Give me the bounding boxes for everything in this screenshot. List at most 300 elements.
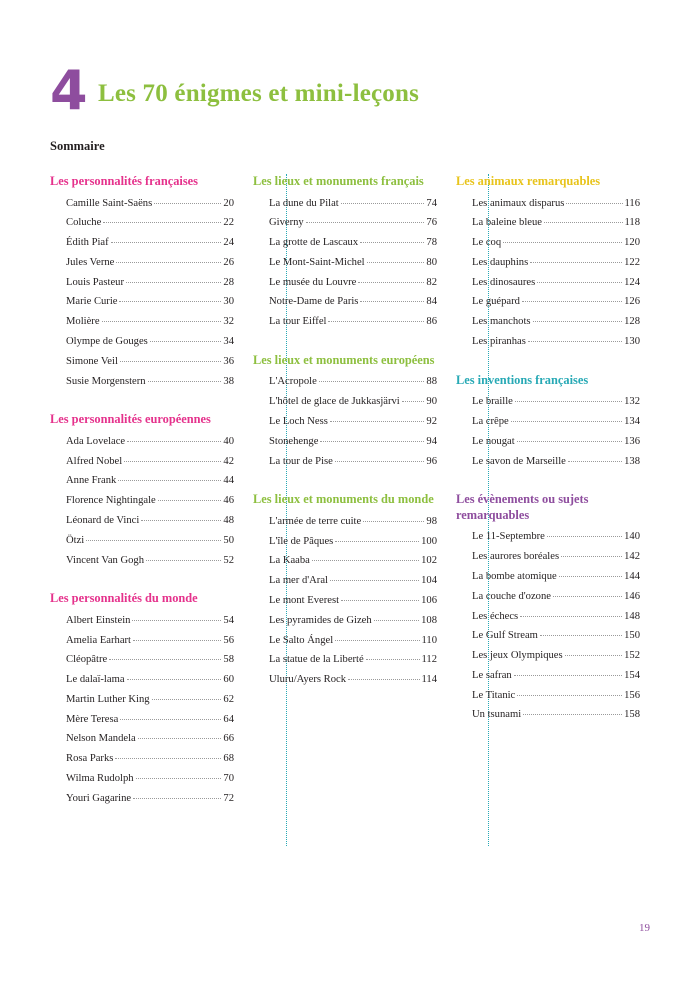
toc-leader-dots xyxy=(335,541,419,542)
toc-entry-page: 102 xyxy=(421,555,437,567)
toc-entry-label: Les animaux disparus xyxy=(472,197,565,209)
toc-section xyxy=(50,591,234,804)
toc-leader-dots xyxy=(335,461,425,462)
toc-leader-dots xyxy=(544,222,623,223)
toc-entry[interactable] xyxy=(456,317,640,328)
toc-leader-dots xyxy=(520,616,622,617)
toc-entry-page: 70 xyxy=(223,773,234,785)
toc-entry-page: 68 xyxy=(223,753,234,765)
toc-entry-page: 130 xyxy=(624,335,640,347)
toc-entry-label: L'hôtel de glace de Jukkasjärvi xyxy=(269,396,400,408)
toc-entry-label: Louis Pasteur xyxy=(66,276,124,288)
toc-entry-label: Marie Curie xyxy=(66,296,118,308)
toc-entry-label: La Kaaba xyxy=(269,555,310,567)
toc-entry-page: 44 xyxy=(223,475,234,487)
toc-entry-page: 46 xyxy=(223,495,234,507)
toc-entry-label: La crêpe xyxy=(472,416,509,428)
toc-entry[interactable] xyxy=(253,596,437,607)
toc-section-title: Les lieux et monuments du monde xyxy=(253,492,434,507)
toc-leader-dots xyxy=(533,321,623,322)
toc-entry-label: La dune du Pilat xyxy=(269,197,339,209)
toc-entry-label: Le guépard xyxy=(472,296,520,308)
toc-section xyxy=(456,373,640,467)
toc-entry-label: Giverny xyxy=(269,217,304,229)
toc-entry-label: Le mont Everest xyxy=(269,595,340,606)
toc-section-title: Les lieux et monuments européens xyxy=(253,352,435,367)
toc-entry[interactable] xyxy=(253,517,437,528)
toc-entry-page: 48 xyxy=(223,514,234,526)
toc-entry[interactable] xyxy=(456,592,640,603)
toc-entry-page: 134 xyxy=(624,416,640,428)
toc-leader-dots xyxy=(358,282,424,283)
toc-leader-dots xyxy=(119,301,221,302)
toc-entry-page: 84 xyxy=(426,296,437,308)
toc-entry-label: Susie Morgenstern xyxy=(66,375,146,387)
toc-entry-page: 66 xyxy=(223,733,234,745)
toc-leader-dots xyxy=(132,620,221,621)
toc-entry-page: 42 xyxy=(223,455,234,467)
toc-entry-page: 62 xyxy=(223,693,234,705)
toc-entry-page: 90 xyxy=(426,396,437,408)
toc-entry-page: 148 xyxy=(624,610,640,622)
toc-entry-label: Le braille xyxy=(472,396,513,408)
toc-leader-dots xyxy=(136,778,222,779)
toc-entry[interactable] xyxy=(50,536,234,547)
toc-entry-label: Le Mont-Saint-Michel xyxy=(269,256,365,268)
toc-entry-label: Le safran xyxy=(472,669,512,681)
toc-entry-page: 40 xyxy=(223,435,234,447)
toc-entry[interactable] xyxy=(456,278,640,289)
toc-leader-dots xyxy=(561,556,622,557)
toc-entry-page: 152 xyxy=(624,650,640,662)
toc-entry-label: Nelson Mandela xyxy=(66,733,136,745)
section-spacer xyxy=(50,396,234,412)
toc-entry[interactable] xyxy=(456,572,640,583)
toc-entry-label: L'île de Pâques xyxy=(269,535,334,547)
toc-entry[interactable] xyxy=(50,754,234,765)
toc-entry-page: 114 xyxy=(421,674,437,686)
toc-entry-page: 34 xyxy=(223,335,234,347)
toc-entry[interactable] xyxy=(456,671,640,682)
toc-leader-dots xyxy=(530,262,622,263)
toc-entry[interactable] xyxy=(456,417,640,428)
toc-leader-dots xyxy=(150,341,222,342)
toc-leader-dots xyxy=(103,222,221,223)
toc-entry-label: La couche d'ozone xyxy=(472,590,551,602)
toc-leader-dots xyxy=(559,576,622,577)
toc-entry-page: 22 xyxy=(223,217,234,229)
toc-entry[interactable] xyxy=(253,556,437,567)
toc-entry-label: Les dinosaures xyxy=(472,276,536,288)
toc-entry-label: Les pyramides de Gizeh xyxy=(269,614,372,626)
toc-entry-page: 54 xyxy=(223,614,234,626)
toc-entry[interactable] xyxy=(253,278,437,289)
toc-leader-dots xyxy=(148,381,222,382)
toc-entry-page: 64 xyxy=(223,713,234,725)
toc-section-title: Les inventions françaises xyxy=(456,372,589,387)
toc-entry[interactable] xyxy=(50,199,234,210)
toc-entry[interactable] xyxy=(253,636,437,647)
toc-entry[interactable] xyxy=(50,357,234,368)
toc-entry-page: 76 xyxy=(426,217,437,229)
toc-section xyxy=(253,174,437,328)
toc-leader-dots xyxy=(515,401,622,402)
toc-entry[interactable] xyxy=(50,675,234,686)
toc-entry-label: La statue de la Liberté xyxy=(269,654,364,666)
toc-entry[interactable] xyxy=(253,576,437,587)
toc-entry-page: 80 xyxy=(426,256,437,268)
toc-section-title: Les personnalités françaises xyxy=(50,174,198,188)
toc-column-2 xyxy=(253,174,437,846)
toc-entry-label: La tour de Pise xyxy=(269,455,333,467)
toc-entry-label: La grotte de Lascaux xyxy=(269,237,359,249)
toc-entry[interactable] xyxy=(253,397,437,408)
toc-entry[interactable] xyxy=(50,695,234,706)
section-spacer xyxy=(50,575,234,591)
toc-entry-page: 50 xyxy=(223,534,234,546)
toc-section xyxy=(456,492,640,721)
toc-entry[interactable] xyxy=(50,636,234,647)
toc-entry[interactable] xyxy=(50,794,234,805)
toc-entry[interactable] xyxy=(253,616,437,627)
toc-entry[interactable] xyxy=(253,437,437,448)
toc-entry-label: Notre-Dame de Paris xyxy=(269,296,359,308)
toc-leader-dots xyxy=(566,203,622,204)
toc-leader-dots xyxy=(306,222,425,223)
toc-section-title: Les évènements ou sujets remarquables xyxy=(456,492,589,522)
toc-entry[interactable] xyxy=(253,655,437,666)
toc-entry-label: Le Salto Ángel xyxy=(269,634,334,646)
toc-entry[interactable] xyxy=(456,532,640,543)
toc-entry-page: 100 xyxy=(421,535,437,547)
toc-entry[interactable] xyxy=(253,297,437,308)
toc-entry-label: Uluru/Ayers Rock xyxy=(269,674,346,686)
section-spacer xyxy=(456,476,640,492)
toc-entry-page: 144 xyxy=(624,570,640,582)
toc-entry-label: Le dalaï-lama xyxy=(66,674,125,686)
toc-entry[interactable] xyxy=(50,496,234,507)
toc-leader-dots xyxy=(523,714,622,715)
toc-entry[interactable] xyxy=(456,612,640,623)
toc-entry-page: 72 xyxy=(223,792,234,804)
toc-entry-label: Anne Frank xyxy=(66,475,117,487)
toc-entry-label: Les aurores boréales xyxy=(472,551,560,563)
toc-leader-dots xyxy=(330,421,425,422)
toc-section xyxy=(50,412,234,566)
toc-entry-label: Léonard de Vinci xyxy=(66,514,140,526)
toc-leader-dots xyxy=(335,640,419,641)
toc-entry[interactable] xyxy=(456,199,640,210)
toc-entry[interactable] xyxy=(456,337,640,348)
toc-section-title: Les personnalités européennes xyxy=(50,412,211,427)
toc-entry[interactable] xyxy=(50,655,234,666)
chapter-number: 4 xyxy=(50,59,87,122)
toc-entry-page: 108 xyxy=(421,614,437,626)
toc-entry-label: Les manchots xyxy=(472,316,531,328)
toc-entry-label: Alfred Nobel xyxy=(66,455,123,467)
toc-entry-label: Cléopâtre xyxy=(66,654,108,666)
section-spacer xyxy=(253,337,437,353)
toc-entry[interactable] xyxy=(253,199,437,210)
toc-entry-page: 78 xyxy=(426,237,437,249)
toc-entry[interactable] xyxy=(50,715,234,726)
toc-entry[interactable] xyxy=(50,218,234,229)
toc-leader-dots xyxy=(127,441,221,442)
toc-leader-dots xyxy=(111,242,222,243)
toc-entry-label: Wilma Rudolph xyxy=(66,773,134,785)
toc-entry[interactable] xyxy=(456,631,640,642)
toc-entry-label: Coluche xyxy=(66,217,102,229)
toc-entry-label: Camille Saint-Saëns xyxy=(66,197,153,209)
toc-entry-page: 120 xyxy=(624,237,640,249)
toc-entry-label: Le musée du Louvre xyxy=(269,276,357,288)
toc-entry[interactable] xyxy=(50,734,234,745)
toc-entry-label: Le coq xyxy=(472,237,502,249)
toc-entry-page: 154 xyxy=(624,669,640,681)
toc-entry-page: 110 xyxy=(421,634,437,646)
toc-leader-dots xyxy=(348,679,420,680)
page-number: 19 xyxy=(639,922,650,934)
toc-entry-label: Le 11-Septembre xyxy=(472,531,545,543)
toc-leader-dots xyxy=(367,262,425,263)
toc-entry-page: 128 xyxy=(624,316,640,328)
toc-entry-label: Florence Nightingale xyxy=(66,495,156,507)
toc-section-title: Les animaux remarquables xyxy=(456,174,601,188)
toc-leader-dots xyxy=(360,242,424,243)
toc-entry-label: Le nougat xyxy=(472,435,515,447)
toc-entry-page: 82 xyxy=(426,276,437,288)
toc-leader-dots xyxy=(363,521,424,522)
toc-entry-label: La tour Eiffel xyxy=(269,316,327,328)
toc-entry[interactable] xyxy=(50,516,234,527)
toc-entry[interactable] xyxy=(50,238,234,249)
toc-entry-label: Youri Gagarine xyxy=(66,792,132,804)
toc-entry[interactable] xyxy=(50,774,234,785)
toc-leader-dots xyxy=(146,560,221,561)
toc-entry-label: Martin Luther King xyxy=(66,693,150,705)
toc-section xyxy=(253,492,437,685)
toc-leader-dots xyxy=(374,620,419,621)
toc-entry-label: Vincent Van Gogh xyxy=(66,554,145,566)
toc-leader-dots xyxy=(537,282,622,283)
toc-leader-dots xyxy=(319,381,425,382)
toc-leader-dots xyxy=(118,480,221,481)
toc-entry-page: 60 xyxy=(223,674,234,686)
toc-entry-page: 38 xyxy=(223,375,234,387)
toc-entry[interactable] xyxy=(50,457,234,468)
toc-leader-dots xyxy=(341,203,425,204)
toc-leader-dots xyxy=(126,282,221,283)
toc-entry-page: 136 xyxy=(624,435,640,447)
toc-leader-dots xyxy=(568,461,622,462)
toc-entry-page: 56 xyxy=(223,634,234,646)
toc-entry[interactable] xyxy=(456,552,640,563)
toc-section xyxy=(50,174,234,387)
toc-entry[interactable] xyxy=(456,651,640,662)
toc-leader-dots xyxy=(120,719,221,720)
toc-leader-dots xyxy=(547,536,622,537)
toc-entry-label: Simone Veil xyxy=(66,355,118,367)
toc-leader-dots xyxy=(141,520,221,521)
toc-entry-page: 20 xyxy=(223,197,234,209)
toc-entry-page: 26 xyxy=(223,256,234,268)
toc-entry-label: Les échecs xyxy=(472,610,519,622)
toc-entry-label: Ada Lovelace xyxy=(66,435,126,447)
toc-entry-page: 28 xyxy=(223,276,234,288)
section-spacer xyxy=(456,357,640,373)
toc-section-title: Les personnalités du monde xyxy=(50,591,198,606)
sommaire-heading: Sommaire xyxy=(50,139,105,153)
toc-entry[interactable] xyxy=(50,297,234,308)
toc-entry[interactable] xyxy=(253,457,437,468)
toc-entry-page: 74 xyxy=(426,197,437,209)
toc-entry-label: Édith Piaf xyxy=(66,237,109,249)
toc-column-1 xyxy=(50,174,234,846)
toc-leader-dots xyxy=(154,203,221,204)
toc-entry[interactable] xyxy=(253,238,437,249)
toc-entry[interactable] xyxy=(253,258,437,269)
toc-entry-label: La baleine bleue xyxy=(472,217,542,229)
toc-entry-label: Le Gulf Stream xyxy=(472,630,538,642)
toc-entry[interactable] xyxy=(456,297,640,308)
toc-section-title: Les lieux et monuments français xyxy=(253,174,424,188)
toc-leader-dots xyxy=(514,675,622,676)
toc-entry[interactable] xyxy=(456,218,640,229)
toc-entry[interactable] xyxy=(50,278,234,289)
toc-entry-page: 58 xyxy=(223,654,234,666)
toc-entry-page: 32 xyxy=(223,316,234,328)
toc-entry[interactable] xyxy=(50,616,234,627)
toc-entry-label: Les jeux Olympiques xyxy=(472,650,563,662)
toc-leader-dots xyxy=(320,441,424,442)
toc-leader-dots xyxy=(341,600,419,601)
toc-entry-page: 158 xyxy=(624,709,640,721)
toc-leader-dots xyxy=(360,301,424,302)
toc-leader-dots xyxy=(553,596,622,597)
toc-entry[interactable] xyxy=(456,710,640,721)
toc-leader-dots xyxy=(517,441,622,442)
toc-entry-page: 52 xyxy=(223,554,234,566)
toc-leader-dots xyxy=(152,699,222,700)
toc-entry-page: 140 xyxy=(624,531,640,543)
section-spacer xyxy=(253,476,437,492)
toc-entry[interactable] xyxy=(456,437,640,448)
toc-leader-dots xyxy=(120,361,222,362)
toc-section xyxy=(253,353,437,467)
toc-entry[interactable] xyxy=(253,377,437,388)
toc-entry-page: 112 xyxy=(421,654,437,666)
toc-section xyxy=(456,174,640,348)
toc-entry-page: 122 xyxy=(624,256,640,268)
toc-leader-dots xyxy=(565,655,622,656)
toc-entry-label: Rosa Parks xyxy=(66,753,114,765)
page-header xyxy=(50,59,650,124)
toc-entry[interactable] xyxy=(253,675,437,686)
toc-entry-label: Le Loch Ness xyxy=(269,416,328,428)
toc-entry-page: 156 xyxy=(624,689,640,701)
toc-entry[interactable] xyxy=(253,537,437,548)
toc-entry-label: Le Titanic xyxy=(472,689,516,701)
toc-entry-page: 118 xyxy=(624,217,640,229)
toc-entry-label: Jules Verne xyxy=(66,256,115,268)
toc-entry-label: Albert Einstein xyxy=(66,614,131,626)
toc-entry-label: Molière xyxy=(66,316,100,328)
toc-entry[interactable] xyxy=(456,691,640,702)
toc-leader-dots xyxy=(124,461,221,462)
toc-leader-dots xyxy=(522,301,622,302)
toc-entry[interactable] xyxy=(253,417,437,428)
toc-entry-page: 36 xyxy=(223,355,234,367)
toc-entry[interactable] xyxy=(50,258,234,269)
toc-leader-dots xyxy=(115,758,221,759)
toc-entry[interactable] xyxy=(253,317,437,328)
toc-leader-dots xyxy=(503,242,622,243)
toc-leader-dots xyxy=(402,401,425,402)
toc-entry-label: L'Acropole xyxy=(269,376,317,388)
toc-entry-page: 138 xyxy=(624,455,640,467)
toc-entry-label: Ötzi xyxy=(66,534,85,546)
toc-entry-page: 24 xyxy=(223,237,234,249)
toc-leader-dots xyxy=(133,798,221,799)
toc-leader-dots xyxy=(511,421,622,422)
toc-entry-page: 98 xyxy=(426,515,437,527)
toc-entry-page: 92 xyxy=(426,416,437,428)
table-of-contents xyxy=(50,174,650,846)
toc-entry-label: Les piranhas xyxy=(472,335,526,347)
toc-leader-dots xyxy=(328,321,424,322)
toc-entry-page: 142 xyxy=(624,551,640,563)
toc-leader-dots xyxy=(517,695,622,696)
toc-entry-page: 132 xyxy=(624,396,640,408)
toc-entry-page: 30 xyxy=(223,296,234,308)
toc-entry-page: 116 xyxy=(624,197,640,209)
toc-entry-label: L'armée de terre cuite xyxy=(269,515,362,527)
toc-entry-page: 150 xyxy=(624,630,640,642)
toc-entry-page: 86 xyxy=(426,316,437,328)
toc-entry-label: La bombe atomique xyxy=(472,570,557,582)
toc-entry[interactable] xyxy=(50,476,234,487)
toc-entry[interactable] xyxy=(456,457,640,468)
toc-leader-dots xyxy=(330,580,419,581)
toc-leader-dots xyxy=(116,262,221,263)
toc-entry[interactable] xyxy=(253,218,437,229)
toc-entry-page: 124 xyxy=(624,276,640,288)
toc-leader-dots xyxy=(86,540,221,541)
toc-entry[interactable] xyxy=(50,437,234,448)
toc-entry[interactable] xyxy=(50,556,234,567)
toc-entry[interactable] xyxy=(50,337,234,348)
toc-entry-page: 94 xyxy=(426,435,437,447)
toc-leader-dots xyxy=(102,321,222,322)
toc-entry-page: 88 xyxy=(426,376,437,388)
toc-leader-dots xyxy=(158,500,222,501)
toc-leader-dots xyxy=(528,341,622,342)
toc-entry[interactable] xyxy=(456,238,640,249)
toc-entry[interactable] xyxy=(456,258,640,269)
toc-column-3 xyxy=(456,174,640,846)
toc-leader-dots xyxy=(138,738,222,739)
toc-entry-page: 146 xyxy=(624,590,640,602)
toc-entry-page: 126 xyxy=(624,296,640,308)
toc-entry-page: 104 xyxy=(421,575,437,587)
toc-leader-dots xyxy=(127,679,222,680)
toc-entry[interactable] xyxy=(50,317,234,328)
toc-entry[interactable] xyxy=(456,397,640,408)
toc-entry[interactable] xyxy=(50,377,234,388)
toc-entry-label: Les dauphins xyxy=(472,256,529,268)
toc-entry-page: 106 xyxy=(421,595,437,606)
page-title: Les 70 énigmes et mini-leçons xyxy=(98,80,420,107)
